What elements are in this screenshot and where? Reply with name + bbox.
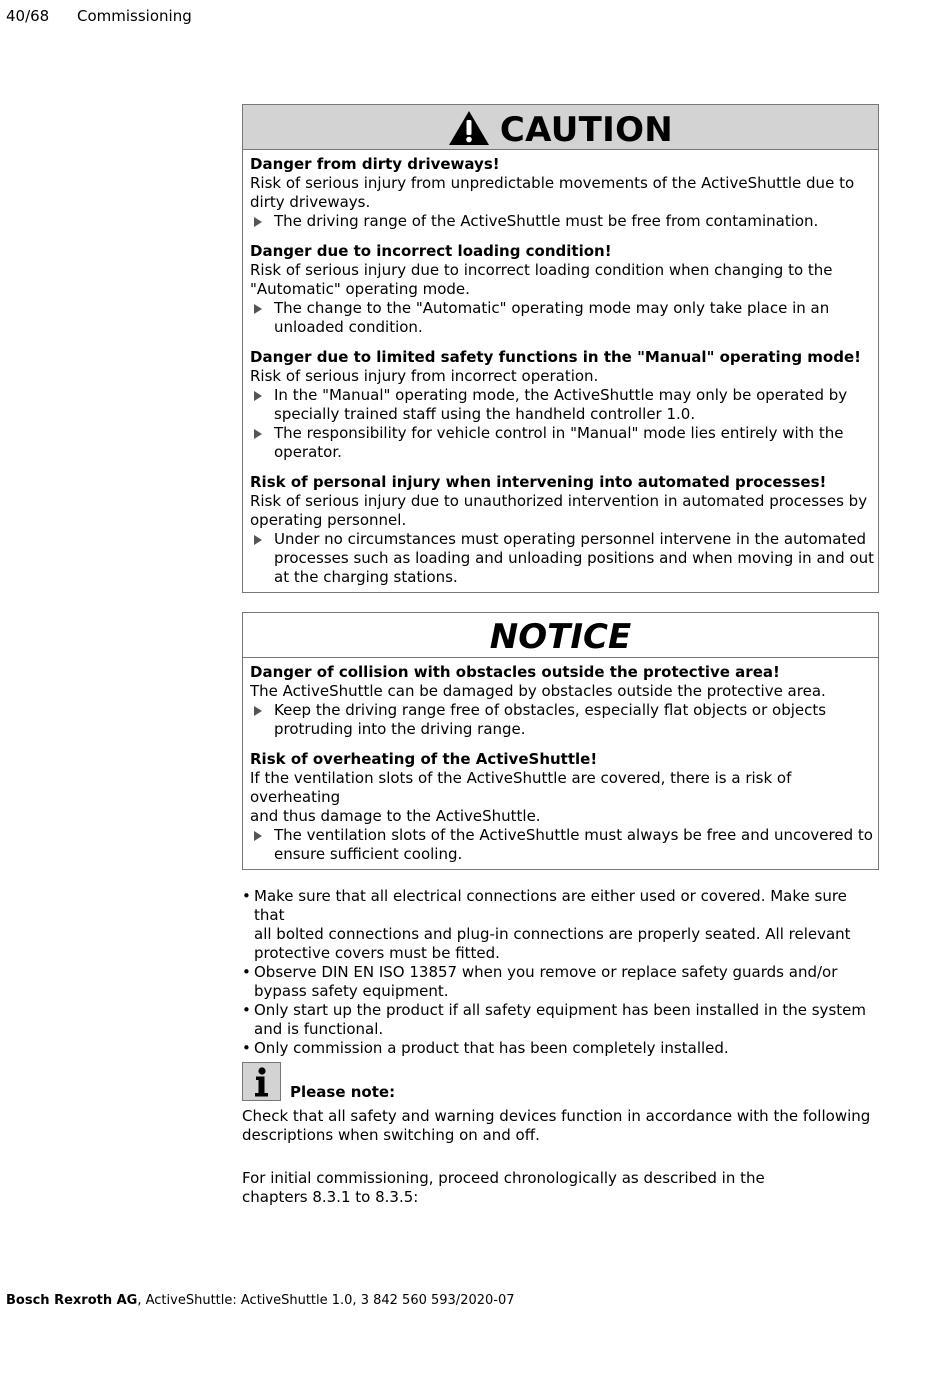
list-item bbox=[242, 1039, 882, 1058]
warning-section bbox=[250, 663, 878, 739]
section-text-line: If the ventilation slots of the ActiveShuttle are covered, there is a risk of overheating bbox=[250, 769, 792, 806]
instruction-line: ensure sufficient cooling. bbox=[274, 845, 463, 863]
instruction-line: The driving range of the ActiveShuttle must be free from contamination. bbox=[274, 212, 819, 230]
section-text-line: "Automatic" operating mode. bbox=[250, 280, 470, 298]
warning-section bbox=[250, 348, 878, 462]
section-title: Risk of overheating of the ActiveShuttle! bbox=[250, 750, 598, 768]
section-title: Danger of collision with obstacles outside the protective area! bbox=[250, 663, 780, 681]
info-icon bbox=[242, 1062, 281, 1101]
notice-title: NOTICE bbox=[489, 617, 632, 657]
instruction-bullet bbox=[250, 212, 878, 231]
footer-publication: , ActiveShuttle: ActiveShuttle 1.0, 3 842 560 593/2020-07 bbox=[137, 1293, 515, 1308]
list-item-line: and is functional. bbox=[254, 1020, 384, 1038]
paragraph-line: For initial commissioning, proceed chronologically as described in the bbox=[242, 1169, 765, 1187]
instruction-line: protruding into the driving range. bbox=[274, 720, 526, 738]
list-item bbox=[242, 1001, 882, 1039]
caution-header bbox=[243, 105, 878, 150]
page-footer bbox=[6, 1293, 515, 1308]
instruction-bullet bbox=[250, 530, 878, 587]
section-text-line: The ActiveShuttle can be damaged by obstacles outside the protective area. bbox=[250, 682, 826, 700]
bullet-dot-icon: • bbox=[242, 1039, 251, 1057]
bullet-dot-icon: • bbox=[242, 887, 251, 905]
instruction-line: unloaded condition. bbox=[274, 318, 423, 336]
instruction-line: Keep the driving range free of obstacles, especially flat objects or objects bbox=[274, 701, 827, 719]
instruction-line: processes such as loading and unloading positions and when moving in and out bbox=[274, 549, 875, 567]
instruction-bullet bbox=[250, 299, 878, 337]
warning-section bbox=[250, 750, 878, 864]
list-item bbox=[242, 963, 882, 1001]
instruction-line: specially trained staff using the handheld controller 1.0. bbox=[274, 405, 696, 423]
instruction-line: Under no circumstances must operating personnel intervene in the automated bbox=[274, 530, 867, 548]
warning-triangle-icon bbox=[448, 110, 490, 146]
section-text-line: dirty driveways. bbox=[250, 193, 371, 211]
note-text-line: descriptions when switching on and off. bbox=[242, 1126, 540, 1144]
bullet-dot-icon: • bbox=[242, 963, 251, 981]
arrow-bullet-icon bbox=[254, 706, 262, 716]
arrow-bullet-icon bbox=[254, 217, 262, 227]
requirements-list bbox=[242, 887, 882, 1058]
instruction-line: The change to the "Automatic" operating mode may only take place in an bbox=[274, 299, 830, 317]
caution-content bbox=[243, 150, 878, 592]
section-text-line: Risk of serious injury from unpredictable movements of the ActiveShuttle due to bbox=[250, 174, 855, 192]
instruction-bullet bbox=[250, 701, 878, 739]
note-text-line: Check that all safety and warning devices function in accordance with the following bbox=[242, 1107, 871, 1125]
instruction-line: at the charging stations. bbox=[274, 568, 458, 586]
instruction-bullet bbox=[250, 424, 878, 462]
instruction-bullet bbox=[250, 826, 878, 864]
notice-content bbox=[243, 658, 878, 869]
arrow-bullet-icon bbox=[254, 429, 262, 439]
instruction-line: In the "Manual" operating mode, the ActiveShuttle may only be operated by bbox=[274, 386, 848, 404]
section-title: Danger due to limited safety functions in the "Manual" operating mode! bbox=[250, 348, 861, 366]
instruction-bullet bbox=[250, 386, 878, 424]
bullet-dot-icon: • bbox=[242, 1001, 251, 1019]
arrow-bullet-icon bbox=[254, 535, 262, 545]
section-text-line: Risk of serious injury from incorrect operation. bbox=[250, 367, 599, 385]
footer-company: Bosch Rexroth AG bbox=[6, 1293, 138, 1308]
section-title: Danger due to incorrect loading condition! bbox=[250, 242, 612, 260]
section-text-line: and thus damage to the ActiveShuttle. bbox=[250, 807, 541, 825]
notice-header bbox=[243, 613, 878, 658]
caution-box bbox=[242, 104, 879, 593]
caution-title: CAUTION bbox=[499, 110, 674, 150]
section-title: Danger from dirty driveways! bbox=[250, 155, 500, 173]
list-item-line: Only start up the product if all safety equipment has been installed in the system bbox=[254, 1001, 866, 1019]
instruction-line: operator. bbox=[274, 443, 342, 461]
list-item bbox=[242, 887, 882, 963]
list-item-line: Only commission a product that has been completely installed. bbox=[254, 1039, 729, 1057]
arrow-bullet-icon bbox=[254, 831, 262, 841]
arrow-bullet-icon bbox=[254, 304, 262, 314]
chapter-title: Commissioning bbox=[77, 7, 192, 25]
warning-section bbox=[250, 473, 878, 587]
instruction-line: The responsibility for vehicle control in "Manual" mode lies entirely with the bbox=[274, 424, 844, 442]
page-number: 40/68 bbox=[6, 7, 50, 25]
list-item-line: Make sure that all electrical connections are either used or covered. Make sure that bbox=[254, 887, 847, 924]
section-title: Risk of personal injury when intervening into automated processes! bbox=[250, 473, 827, 491]
list-item-line: bypass safety equipment. bbox=[254, 982, 449, 1000]
commissioning-paragraph bbox=[242, 1169, 882, 1207]
section-text-line: operating personnel. bbox=[250, 511, 407, 529]
instruction-line: The ventilation slots of the ActiveShuttle must always be free and uncovered to bbox=[274, 826, 873, 844]
arrow-bullet-icon bbox=[254, 391, 262, 401]
warning-section bbox=[250, 242, 878, 337]
section-text-line: Risk of serious injury due to incorrect loading condition when changing to the bbox=[250, 261, 833, 279]
list-item-line: Observe DIN EN ISO 13857 when you remove or replace safety guards and/or bbox=[254, 963, 838, 981]
list-item-line: all bolted connections and plug-in connections are properly seated. All relevant bbox=[254, 925, 851, 943]
warning-section bbox=[250, 155, 878, 231]
notice-box bbox=[242, 612, 879, 870]
paragraph-line: chapters 8.3.1 to 8.3.5: bbox=[242, 1188, 419, 1206]
page-header bbox=[6, 7, 192, 25]
note-text bbox=[242, 1107, 882, 1145]
section-text-line: Risk of serious injury due to unauthorized intervention in automated processes by bbox=[250, 492, 868, 510]
list-item-line: protective covers must be fitted. bbox=[254, 944, 500, 962]
note-label: Please note: bbox=[290, 1083, 396, 1101]
